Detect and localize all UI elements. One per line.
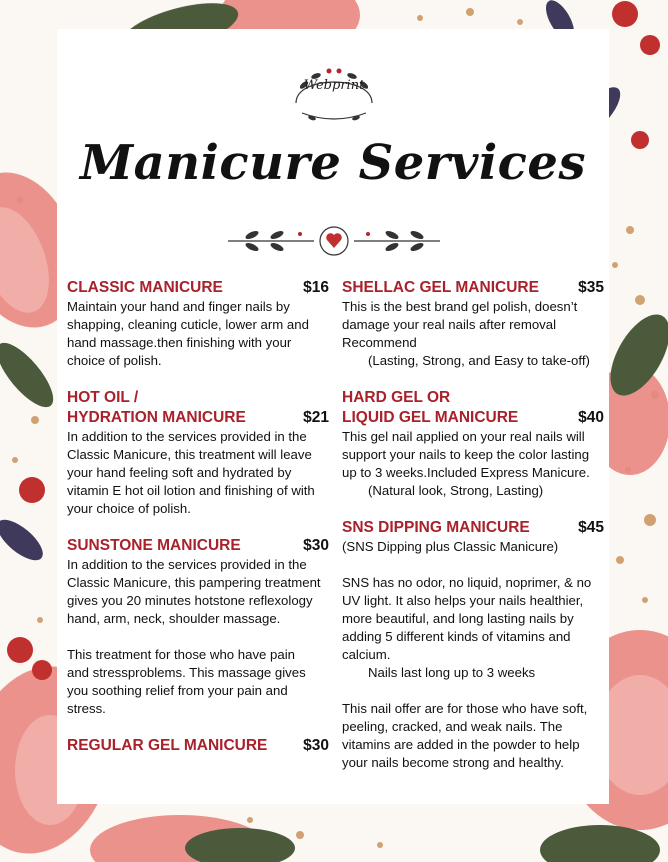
service-shellac-gel-manicure — [342, 278, 604, 370]
wreath-logo — [282, 55, 386, 135]
description-line: calcium. — [342, 647, 391, 662]
description-note: (Natural look, Strong, Lasting) — [368, 483, 544, 498]
service-name: HOT OIL / — [67, 389, 139, 406]
description-line: vitamin E hot oil lotion and finishing of with — [67, 483, 315, 498]
description-line: This is the best brand gel polish, doesn’t — [342, 299, 578, 314]
service-subtitle: (SNS Dipping plus Classic Manicure) — [342, 539, 559, 554]
service-name: HYDRATION MANICURE — [67, 409, 246, 426]
service-hard-gel-manicure — [342, 388, 604, 500]
service-price: $35 — [578, 279, 604, 296]
service-hot-oil-manicure — [67, 388, 329, 518]
right-column — [342, 278, 604, 772]
description-line: In addition to the services provided in the — [67, 429, 307, 444]
service-name: LIQUID GEL MANICURE — [342, 409, 519, 426]
service-classic-manicure — [67, 278, 329, 370]
description-line: hand, arm, neck, shoulder massage. — [67, 611, 281, 626]
description-line: your nails become strong and healthy. — [342, 755, 564, 770]
description-line: Classic Manicure, this treatment will leave — [67, 447, 312, 462]
description-line: In addition to the services provided in the — [67, 557, 307, 572]
description-line: up to 3 weeks.Included Express Manicure. — [342, 465, 590, 480]
description-line: more beautiful, and long lasting nails by — [342, 611, 574, 626]
description-line: you soothing relief from your pain and — [67, 683, 288, 698]
service-price: $21 — [303, 409, 329, 426]
service-sns-dipping-manicure — [342, 518, 604, 772]
description-line: This gel nail applied on your real nails will — [342, 429, 585, 444]
description-line: Recommend — [342, 335, 417, 350]
description-line: Maintain your hand and finger nails by — [67, 299, 290, 314]
description-line: adding 5 different kinds of vitamins and — [342, 629, 571, 644]
page-title: Manicure Services — [80, 135, 586, 191]
service-price: $16 — [303, 279, 329, 296]
service-price: $30 — [303, 737, 329, 754]
service-price: $30 — [303, 537, 329, 554]
description-line: stress. — [67, 701, 106, 716]
description-line: gives you 20 minutes hotstone reflexology — [67, 593, 313, 608]
service-name: SNS DIPPING MANICURE — [342, 519, 530, 536]
service-price: $45 — [578, 519, 604, 536]
description-line: your hand feeling soft and hydrated by — [67, 465, 292, 480]
description-line: SNS has no odor, no liquid, noprimer, & no — [342, 575, 592, 590]
service-name: REGULAR GEL MANICURE — [67, 737, 268, 754]
description-note: (Lasting, Strong, and Easy to take-off) — [368, 353, 590, 368]
description-line: damage your real nails after removal — [342, 317, 557, 332]
service-name: SUNSTONE MANICURE — [67, 537, 241, 554]
description-line: Classic Manicure, this pampering treatment — [67, 575, 321, 590]
service-sunstone-manicure — [67, 536, 329, 718]
service-regular-gel-manicure — [67, 736, 329, 756]
service-name: SHELLAC GEL MANICURE — [342, 279, 539, 296]
service-name: CLASSIC MANICURE — [67, 279, 223, 296]
description-line: support your nails to keep the color lasting — [342, 447, 590, 462]
description-line: This treatment for those who have pain — [67, 647, 295, 662]
description-line: shapping, cleaning cuticle, lower arm and — [67, 317, 309, 332]
description-line: UV light. It also helps your nails healthier, — [342, 593, 584, 608]
service-price: $40 — [578, 409, 604, 426]
service-name: HARD GEL OR — [342, 389, 451, 406]
description-line: choice of polish. — [67, 353, 162, 368]
description-line: vitamins are added in the powder to help — [342, 737, 580, 752]
description-line: hand massage.then finishing with your — [67, 335, 292, 350]
left-column — [67, 278, 329, 756]
brand-name: Webprint — [303, 78, 365, 93]
description-line: and stressproblems. This massage gives — [67, 665, 306, 680]
description-line: your choice of polish. — [67, 501, 191, 516]
description-line: peeling, cracked, and weak nails. The — [342, 719, 563, 734]
description-line: This nail offer are for those who have soft, — [342, 701, 588, 716]
description-note: Nails last long up to 3 weeks — [368, 665, 536, 680]
heart-divider-icon — [222, 224, 446, 258]
